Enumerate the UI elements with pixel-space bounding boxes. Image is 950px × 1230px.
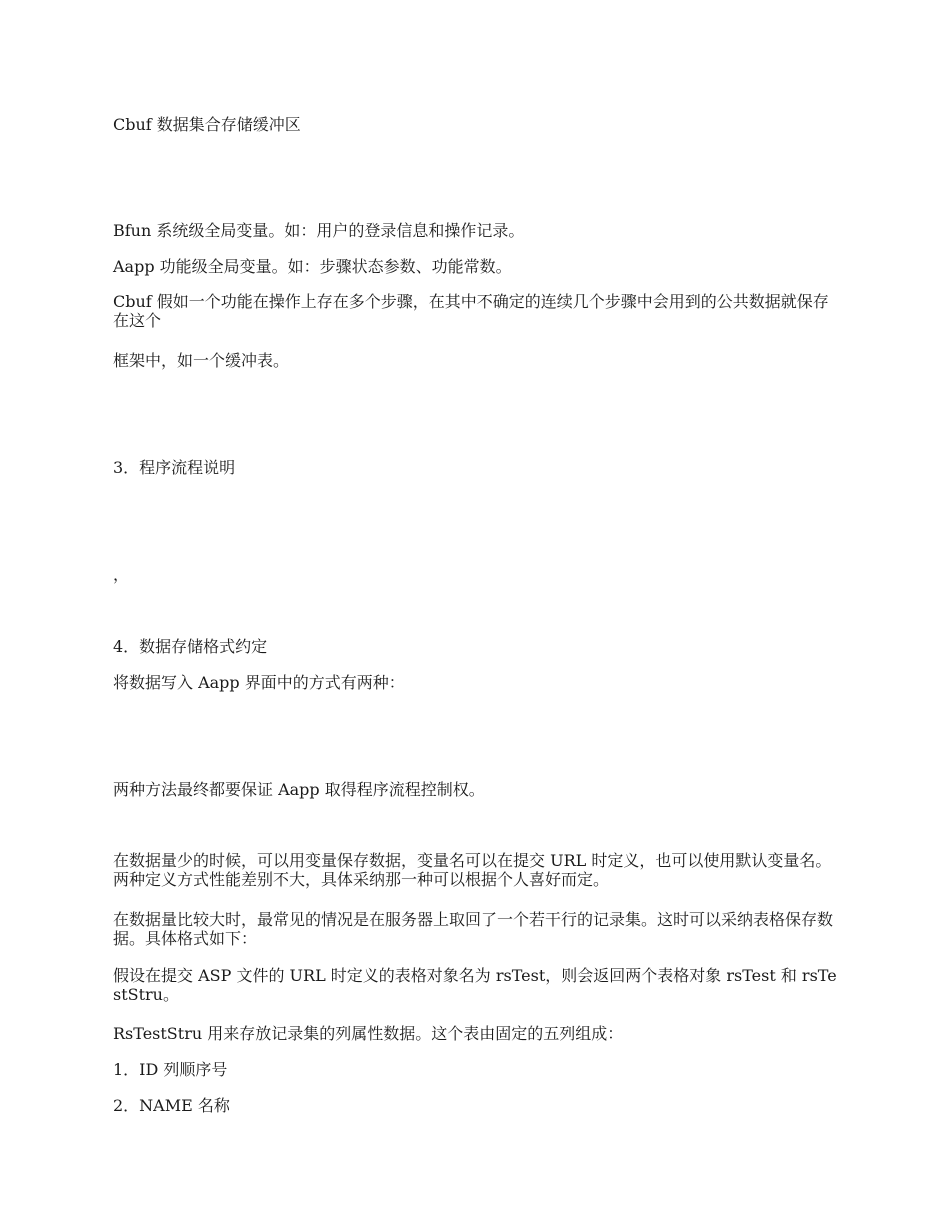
paragraph-cbuf-heading: Cbuf 数据集合存储缓冲区 bbox=[113, 115, 301, 134]
paragraph-control: 两种方法最终都要保证 Aapp 取得程序流程控制权。 bbox=[113, 780, 485, 799]
list-item-name: 2．NAME 名称 bbox=[113, 1096, 230, 1115]
paragraph-rsteststru: RsTestStru 用来存放记录集的列属性数据。这个表由固定的五列组成： bbox=[113, 1024, 624, 1043]
paragraph-rstest: 假设在提交 ASP 文件的 URL 时定义的表格对象名为 rsTest，则会返回两个表格对象 rsTest 和 rsTestStru。 bbox=[113, 966, 837, 1004]
section-heading-3: 3．程序流程说明 bbox=[113, 458, 236, 477]
section-heading-4: 4．数据存储格式约定 bbox=[113, 637, 268, 656]
paragraph-bfun: Bfun 系统级全局变量。如：用户的登录信息和操作记录。 bbox=[113, 221, 525, 240]
paragraph-comma: ， bbox=[113, 565, 130, 584]
paragraph-large-data: 在数据量比较大时，最常见的情况是在服务器上取回了一个若干行的记录集。这时可以采纳表格保存数据。具体格式如下： bbox=[113, 910, 834, 948]
paragraph-aapp: Aapp 功能级全局变量。如：步骤状态参数、功能常数。 bbox=[113, 257, 512, 276]
paragraph-cbuf-continuation: 框架中，如一个缓冲表。 bbox=[113, 351, 290, 370]
paragraph-cbuf-description: Cbuf 假如一个功能在操作上存在多个步骤，在其中不确定的连续几个步骤中会用到的公共数据就保存在这个 bbox=[113, 292, 829, 330]
paragraph-small-data: 在数据量少的时候，可以用变量保存数据，变量名可以在提交 URL 时定义，也可以使用默认变量名。两种定义方式性能差别不大，具体采纳那一种可以根据个人喜好而定。 bbox=[113, 851, 832, 889]
list-item-id: 1．ID 列顺序号 bbox=[113, 1060, 228, 1079]
paragraph-write-methods: 将数据写入 Aapp 界面中的方式有两种： bbox=[113, 673, 405, 692]
